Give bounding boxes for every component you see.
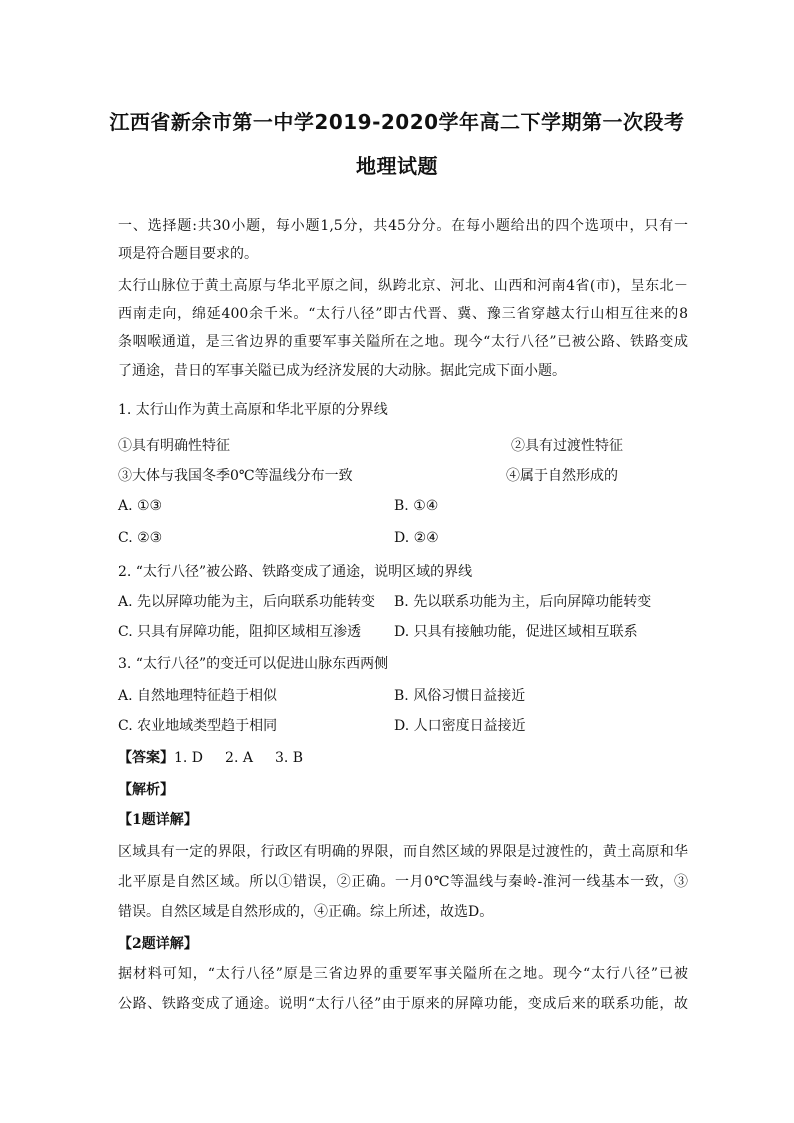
section-header: 一、选择题:共30小题，每小题1,5分，共45分分。在每小题给出的四个选项中，只有一 <box>118 218 688 234</box>
q1-item-2: ②具有过渡性特征 <box>511 438 623 454</box>
q3-option-row-2 <box>118 716 688 736</box>
q1-item-row-2 <box>118 466 688 486</box>
q1-item-3: ③大体与我国冬季0℃等温线分布一致 <box>118 468 353 484</box>
detail-1-line-2: 北平原是自然区域。所以①错误，②正确。一月0℃等温线与秦岭-淮河一线基本一致，③ <box>118 874 688 890</box>
q2-option-a: A. 先以屏障功能为主，后向联系功能转变 <box>118 594 376 610</box>
q3-option-a: A. 自然地理特征趋于相似 <box>118 688 278 704</box>
q2-option-c: C. 只具有屏障功能，阻抑区域相互渗透 <box>118 624 362 640</box>
doc-title-line1: 江西省新余市第一中学2019-2020学年高二下学期第一次段考 <box>109 110 685 134</box>
q1-option-a: A. ①③ <box>118 498 163 514</box>
analysis-label: 【解析】 <box>118 782 174 798</box>
q1-item-4: ④属于自然形成的 <box>506 468 618 484</box>
detail-1-label: 【1题详解】 <box>118 812 198 828</box>
detail-2-line-1: 据材料可知，“太行八径”原是三省边界的重要军事关隘所在之地。现今“太行八径”已被 <box>118 966 688 982</box>
answer-1: 1. D <box>174 750 204 766</box>
q2-option-row-2 <box>118 622 688 642</box>
q1-option-row-1 <box>118 496 688 516</box>
detail-2-line-2: 公路、铁路变成了通途。说明“太行八径”由于原来的屏障功能，变成后来的联系功能，故 <box>118 996 688 1012</box>
q2-option-b: B. 先以联系功能为主，后向屏障功能转变 <box>394 594 652 610</box>
material-line-4: 了通途，昔日的军事关隘已成为经济发展的大动脉。据此完成下面小题。 <box>118 363 566 379</box>
q1-option-row-2 <box>118 528 688 548</box>
q1-item-1: ①具有明确性特征 <box>118 438 230 454</box>
detail-2-label: 【2题详解】 <box>118 936 198 952</box>
q2-option-row-1 <box>118 592 688 612</box>
q3-stem: 3. “太行八径”的变迁可以促进山脉东西两侧 <box>118 656 389 672</box>
answer-line <box>118 748 688 768</box>
q2-stem: 2. “太行八径”被公路、铁路变成了通途，说明区域的界线 <box>118 564 473 580</box>
q1-item-row-1 <box>118 436 688 456</box>
material-line-2: 西南走向，绵延400余千米。“太行八径”即古代晋、冀、豫三省穿越太行山相互往来的8 <box>118 306 688 322</box>
section-header-cont: 项是符合题目要求的。 <box>118 246 258 262</box>
q1-option-b: B. ①④ <box>394 498 439 514</box>
q3-option-d: D. 人口密度日益接近 <box>394 718 526 734</box>
answer-2: 2. A <box>225 750 253 766</box>
q3-option-c: C. 农业地域类型趋于相同 <box>118 718 278 734</box>
doc-title-line2: 地理试题 <box>356 154 438 178</box>
answer-3: 3. B <box>274 750 304 766</box>
answer-label: 【答案】 <box>118 750 174 766</box>
q3-option-row-1 <box>118 686 688 706</box>
material-line-1: 太行山脉位于黄土高原与华北平原之间，纵跨北京、河北、山西和河南4省(市)，呈东北－ <box>118 278 688 294</box>
material-line-3: 条咽喉通道，是三省边界的重要军事关隘所在之地。现今“太行八径”已被公路、铁路变成 <box>118 334 688 350</box>
q2-option-d: D. 只具有接触功能，促进区域相互联系 <box>394 624 638 640</box>
q1-option-d: D. ②④ <box>394 530 439 546</box>
detail-1-line-3: 错误。自然区域是自然形成的，④正确。综上所述，故选D。 <box>118 904 494 920</box>
q1-option-c: C. ②③ <box>118 530 163 546</box>
detail-1-line-1: 区域具有一定的界限，行政区有明确的界限，而自然区域的界限是过渡性的，黄土高原和华 <box>118 844 688 860</box>
q3-option-b: B. 风俗习惯日益接近 <box>394 688 526 704</box>
q1-stem: 1. 太行山作为黄土高原和华北平原的分界线 <box>118 402 388 418</box>
